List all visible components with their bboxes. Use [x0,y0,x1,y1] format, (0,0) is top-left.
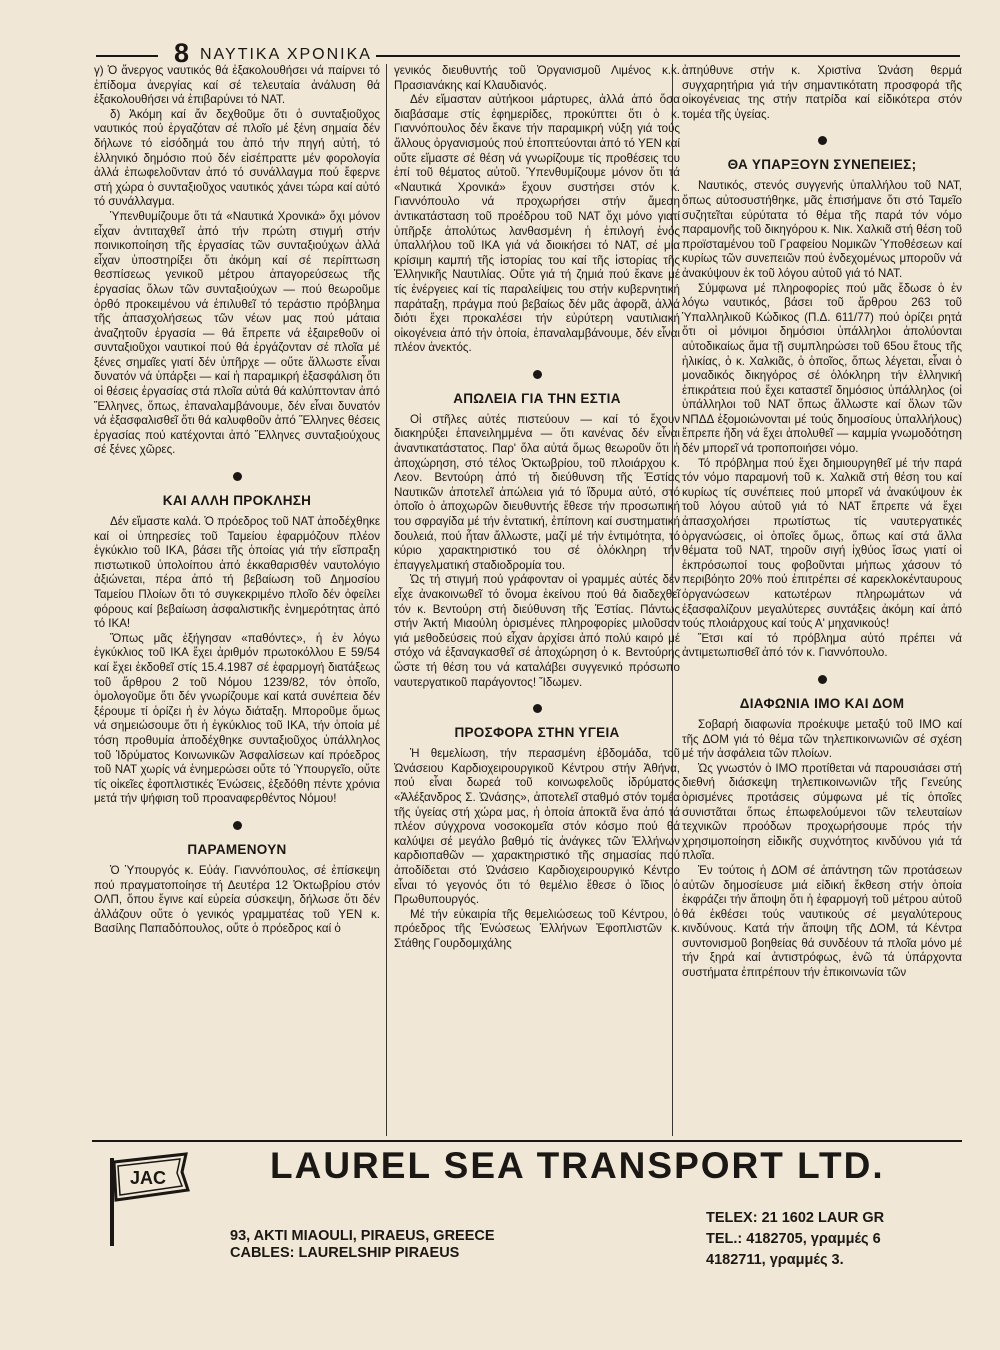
advert-contact-block [706,1208,884,1271]
section-heading: ΔΙΑΦΩΝΙΑ ΙΜΟ ΚΑΙ ΔΟΜ [739,695,905,711]
company-address: 93, AKTI MIAOULI, PIRAEUS, GREECE [230,1228,495,1244]
paragraph: Μέ τήν εὐκαιρία τῆς θεμελιώσεως τοῦ Κέντρου, ὁ πρόεδρος τῆς Ἑνώσεως Ἑλλήνων Ἐφοπλιστῶν κ. Στάθης Γουρδομιχάλης [394,907,680,950]
section-bullet [233,472,242,481]
section-bullet [533,370,542,379]
section-heading: ΠΡΟΣΦΟΡΑ ΣΤΗΝ ΥΓΕΙΑ [454,725,620,741]
paragraph: Ὑπενθυμίζουμε ὅτι τά «Ναυτικά Χρονικά» ὅχι μόνον εἶχαν ἀντιταχθεῖ ἀπό τήν πρώτη στιγμή στήν ποινικοποίηση τῆς ἐργασίας τῶν συνταξιούχων ἀλλά εἶχαν ὑποστηρίξει ὅτι ἀκόμη καί σέ περίπτωση θεσπίσεως γενικοῦ μέτρου ἀπαγορεύσεως τῆς ἐργασίας ὅλων τῶν συνταξιούχων — πού θεωροῦμε ὀρθό προκειμένου νά ἐπιλυθεῖ τό τεράστιο πρόβλημα τῆς ἀπασχολήσεως τῶν νέων μας πού μάταια ἀναζητοῦν ἐργασία — θά ἔπρεπε νά ἐξαιρεθοῦν οἱ συνταξιοῦχοι ναυτικοί πού θά ἐργάζονταν σέ πλοῖα μέ ξένες σημαῖες γιατί δέν ὑπῆρχε — οὔτε ἄλλωστε εἶναι δυνατόν νά ὑπάρξει — καί ἡ παραμικρή ἐξασφάλιση ὅτι οἱ θέσεις ἐργασίας στά πλοῖα αὐτά θά καλύπτονταν ἀπό Ἕλληνες, ὅπως, ἐπαναλαμβάνουμε, δέν εἶναι δυνατόν νά ἐξασφαλισθεῖ ὅτι θά καλυφθοῦν ἀπό Ἕλληνες θέσεις ἐργασίας πού κατέχονται ἀπό Ἕλληνες συνταξιούχους σέ ξένες χῶρες. [94,209,380,457]
flag-text: JAC [129,1168,167,1188]
company-cables: CABLES: LAURELSHIP PIRAEUS [230,1245,460,1261]
paragraph: Ἐν τούτοις ἡ ΔΟΜ σέ ἀπάντηση τῶν προτάσεων αὐτῶν δημοσίευσε μιά εἰδική ἔκθεση στήν ὁποία ἐκφράζει τήν ἄποψη ὅτι ἡ ἐφαρμογή τοῦ μέτρου αὐτοῦ θά ἐκθέσει τούς ναυτικούς σέ μεγαλύτερους κινδύνους. Κατά τήν ἄποψη τῆς ΔΟΜ, τά Κέντρα συντονισμοῦ βοηθείας θά συνδέουν τά πλοῖα μόνο μέ τήν ξηρά καί ἀντιστρόφως, ἐνῶ τά ὑπάρχοντα συστήματα ἐπιτρέπουν τήν ἐπικοινωνία τῶν [682,863,962,980]
paragraph: Ὅπως μᾶς ἐξήγησαν «παθόντες», ἡ ἐν λόγω ἐγκύκλιος τοῦ ΙΚΑ ἔχει ἀριθμόν πρωτοκόλλου Ε 59/54 καί ἔχει ἐκδοθεῖ στίς 15.4.1987 σέ ἐφαρμογή διατάξεως τοῦ ἄρθρου 2 τοῦ Νόμου 1239/82, τόν ὁποῖο, ὁμολογοῦμε ὅτι δέν γνωρίζουμε καί κατά συνέπεια δέν ξέρουμε τί ὁρίζει ἡ ἐν λόγω διάταξη. Μποροῦμε ὅμως νά σημειώσουμε ὅτι ἡ ἐγκύκλιος τοῦ ΙΚΑ, τήν ὁποία μέ τόση προθυμία ἀποδέχθηκε συνταξιοῦχος ὑπάλληλος τοῦ Ἱδρύματος Κοινωνικῶν Ἀσφαλίσεων καί πρόεδρος τοῦ ΝΑΤ χωρίς νά ἐνημερώσει οὔτε τό Ὑπουργεῖο, οὔτε τίς οἰκεῖες ἐφοπλιστικές Ἑνώσεις, ἐξεδόθη πέντε χρόνια μετά τήν ψήφιση τοῦ προαναφερθέντος Νόμου! [94,631,380,806]
paragraph: Σοβαρή διαφωνία προέκυψε μεταξύ τοῦ ΙΜΟ καί τῆς ΔΟΜ γιά τό θέμα τῶν τηλεπικοινωνιῶν σέ σχέση μέ τήν ἀσφάλεια τῶν πλοίων. [682,717,962,761]
paragraph: Σύμφωνα μέ πληροφορίες πού μᾶς ἔδωσε ὁ ἐν λόγω ναυτικός, βάσει τοῦ ἄρθρου 263 τοῦ Ὑπαλληλικοῦ Κώδικος (Π.Δ. 611/77) πού ὁρίζει ρητά ὅτι οἱ μόνιμοι δημόσιοι ὑπάλληλοι ἀπολύονται αὐτοδικαίως ἅμα τῇ συμπληρώσει τοῦ 65ου ἔτους τῆς ἡλικίας, ὁ κ. Χαλκιᾶς, ὁ ὁποῖος, ὅπως λέγεται, εἶναι ὁ μοναδικός δικηγόρος σέ ὁλόκληρη τήν ἑλληνική ἐπικράτεια πού ἔχει καταστεῖ δημόσιος ὑπάλληλος (οἱ ὑπάλληλοι τοῦ ΝΑΤ ὅπως ἄλλωστε καί ὅλων τῶν ΝΠΔΔ ἐξομοιώνονται μέ τούς δημοσίους ὑπαλλήλους) ἔπρεπε ἤδη νά ἔχει ἀπολυθεῖ — καμμία γνωμοδότηση δέν μπορεῖ νά τροποποιήσει νόμο. [682,281,962,456]
company-tel-1: TEL.: 4182705, γραμμές 6 [706,1231,881,1247]
section-heading: ΑΠΩΛΕΙΑ ΓΙΑ ΤΗΝ ΕΣΤΙΑ [453,390,621,406]
paragraph: ἀπηύθυνε στήν κ. Χριστίνα Ὠνάση θερμά συγχαρητήρια γιά τήν σημαντικότατη προσφορά τῆς οἰκογένειας της στήν πατρίδα καί εἰδικότερα στόν τομέα τῆς ὑγείας. [682,64,962,121]
advert-rule [92,1140,962,1142]
section-heading: ΠΑΡΑΜΕΝΟΥΝ [187,841,287,857]
header-rule-left [96,55,158,57]
paragraph: Οἱ στῆλες αὐτές πιστεύουν — καί τό ἔχουν διακηρύξει ἐπανειλημμένα — ὅτι κανένας δέν εἶναι ἀναντικατάστατος. Παρ' ὅλα αὐτά ὅμως θεωροῦν ὅτι ἡ ἀποχώρηση, στό τέλος Ὀκτωβρίου, τοῦ πλοιάρχου κ. Λεον. Βεντούρη ἀπό τή διεύθυνση τῆς Ἑστίας Ναυτικῶν ἀποτελεῖ ἀπώλεια γιά τό ἵδρυμα αὐτό, στό ὁποῖο ὁ ἀποχωρῶν διευθυντής ἔθεσε τήν προσωπική του σφραγίδα μέ τήν ἐντατική, ἐπίπονη καί συστηματική δουλειά, πού ἦταν ἄλλωστε, μαζί μέ τήν ἐντιμότητα, τό κύριο χαρακτηριστικό του σέ ὁλόκληρη τήν ἐπαγγελματική σταδιοδρομία του. [394,412,680,572]
paragraph: Δέν εἴμασταν αὐτήκοοι μάρτυρες, ἀλλά ἀπό ὅσα διαβάσαμε στίς ἐφημερίδες, προκύπτει ὅτι ὁ κ. Γιαννόπουλος δέν ἔκανε τήν παραμικρή νύξη γιά τούς ἄλλους ὀργανισμούς πού ἐποπτεύονται ἀπό τό ΥΕΝ καί οὔτε εἴμαστε σέ θέση νά γνωρίζουμε τίς προθέσεις του ἐπί τοῦ θέματος αὐτοῦ. Ὑπενθυμίζουμε μόνον ὅτι τά «Ναυτικά Χρονικά» ἔχουν συστήσει στόν κ. Γιαννόπουλο νά προχωρήσει στήν ἄμεση ἀντικατάσταση τοῦ προέδρου τοῦ ΝΑΤ ὅχι μόνο γιατί ὑπῆρξε ἀπολύτως λανθασμένη ἡ ἐπιλογή ἑνός ὑπαλλήλου τοῦ ΙΚΑ γιά νά διοικήσει τό ΝΑΤ, σέ μία κρίσιμη καμπή τῆς ἱστορίας του καί τῆς ἱστορίας τῆς Ἑλληνικῆς Ναυτιλίας. Οὔτε γιά τή ζημιά πού ἔκανε μέ τίς ἐνέργειες καί τίς παραλείψεις του στήν κυβερνητική παράταξη, πράγμα πού βεβαίως δέν μᾶς ἀφορᾶ, ἀλλά διότι ἔχει προκαλέσει τήν εὐρύτερη ναυτιλιακή οἰκογένεια ἀπό τήν ὁποία, ἐπαναλαμβάνουμε, δέν εἶναι πλέον ἀνεκτός. [394,93,680,355]
paragraph: Ναυτικός, στενός συγγενής ὑπαλλήλου τοῦ ΝΑΤ, ὅπως αὐτοσυστήθηκε, μᾶς ἐπισήμανε ὅτι στό Ταμεῖο συζητεῖται εὐρύτατα τό θέμα τῆς παρά τόν νόμο παραμονῆς τοῦ δικηγόρου κ. Νικ. Χαλκιᾶ στή θέση τοῦ προϊσταμένου τοῦ Γραφείου Νομικῶν Ὑποθέσεων καί κυρίως τῶν συνεπειῶν πού ἐνδεχομένως μποροῦν νά ἀνακύψουν ἐκ τοῦ λόγου αὐτοῦ γιά τό ΝΑΤ. [682,179,962,280]
paragraph: Τό πρόβλημα πού ἔχει δημιουργηθεῖ μέ τήν παρά τόν νόμο παραμονή τοῦ κ. Χαλκιᾶ στή θέση του καί κυρίως τίς συνέπειες πού μπορεῖ νά ἀνακύψουν ἐκ τοῦ λόγου αὐτοῦ γιά τό ΝΑΤ ἔπρεπε νά ἔχει ἀπασχολήσει πρωτίστως τίς ναυτεργατικές ὀργανώσεις, οἱ ὁποῖες ὅμως, ὅπως καί στά ἄλλα θέματα τοῦ ΝΑΤ, τηροῦν σιγή ἰχθύος ἴσως γιατί οἱ ἐκπρόσωποί τους φοβοῦνται μήπως χάσουν τό περιβόητο 20% πού ἐπιτρέπει σέ καρεκλοκένταυρους ὀργανώσεων κατωτέρων πληρωμάτων νά ἐξασφαλίζουν μεγαλύτερες συντάξεις ἀκόμη καί ἀπό τούς πλοιάρχους καί τούς Α' μηχανικούς! [682,456,962,631]
column-divider [386,64,387,1136]
header-rule-right [376,55,960,57]
section-bullet [233,821,242,830]
advert-address-block [230,1228,495,1262]
paragraph: Ὡς τή στιγμή πού γράφονταν οἱ γραμμές αὐτές δέν εἶχε ἀνακοινωθεῖ τό ὄνομα ἐκείνου πού θά διαδεχθεῖ τόν κ. Βεντούρη στή διεύθυνση τῆς Ἑστίας. Πάντως στήν Ἀκτή Μιαούλη ὁρισμένες πληροφορίες μιλοῦσαν γιά μεθοδεύσεις πού εἶχαν ἀρχίσει ἀπό πολύ καιρό μέ στόχο νά ἐξαναγκασθεῖ σέ ἀποχώρηση ὁ κ. Βεντούρης ὥστε τή θέση του νά καταλάβει συγγενικό πρόσωπο ναυτεργατικοῦ παράγοντος! Ἴδωμεν. [394,573,680,689]
paragraph: γενικός διευθυντής τοῦ Ὀργανισμοῦ Λιμένος κ.κ. Πρασιανάκης καί Κλαυδιανός. [394,64,680,92]
section-heading: ΘΑ ΥΠΑΡΞΟΥΝ ΣΥΝΕΠΕΙΕΣ; [727,157,917,173]
section-bullet [818,675,827,684]
section-heading: ΚΑΙ ΑΛΛΗ ΠΡΟΚΛΗΣΗ [162,493,312,509]
column-1 [94,64,380,937]
column-2 [394,64,680,951]
paragraph: γ) Ὁ ἄνεργος ναυτικός θά ἐξακολουθήσει νά παίρνει τό ἐπίδομα ἀνεργίας καί σέ τελευταία ἀνάλυση θά ἐξακολουθήσει νά ἐπιβαρύνει τό ΝΑΤ. [94,64,380,107]
paragraph: δ) Ἀκόμη καί ἄν δεχθοῦμε ὅτι ὁ συνταξιοῦχος ναυτικός πού ἐργαζόταν σέ πλοῖο μέ ξένη σημαία δέν δήλωνε τό εἰσόδημά του ἀπό τήν πηγή αὐτή, τό ἑλληνικό δημόσιο πού δέν εἰσέπραττε μέν φορολογία ἀλλά ἐπωφελοῦνταν ἀπό τό συνάλλαγμα πού ἔφερνε στή χώρα ὁ συνταξιοῦχος ναυτικός χάνει τώρα καί αὐτό τό συνάλλαγμα. [94,107,380,209]
company-tel-2: 4182711, γραμμές 3. [706,1252,844,1268]
publication-title: ΝΑΥΤΙΚΑ ΧΡΟΝΙΚΑ [200,46,372,63]
paragraph: Ἔτσι καί τό πρόβλημα αὐτό πρέπει νά ἀντιμετωπισθεῖ ἀπό τόν κ. Γιαννόπουλο. [682,631,962,660]
company-telex: TELEX: 21 1602 LAUR GR [706,1210,885,1226]
company-name: LAUREL SEA TRANSPORT LTD. [270,1145,885,1186]
column-3 [682,64,962,981]
paragraph: Ὁ Ὑπουργός κ. Εὐάγ. Γιαννόπουλος, σέ ἐπίσκεψη πού πραγματοποίησε τή Δευτέρα 12 Ὀκτωβρίου στόν ΟΛΠ, ὅπου ἔγινε καί εὐρεία σύσκεψη, δήλωσε ὅτι δέν ἀλλάζουν οὔτε ὁ γενικός γραμματέας τοῦ ΥΕΝ κ. Βασίλης Παπαδόπουλος, οὔτε ὁ πρόεδρος καί ὁ [94,863,380,936]
paragraph: Ὡς γνωστόν ὁ ΙΜΟ προτίθεται νά παρουσιάσει στή διεθνή διάσκεψη τηλεπικοινωνιῶν τῆς Γενεύης ὁρισμένες προτάσεις σύμφωνα μέ τίς ὁποῖες συνιστᾶται ὅπως ἐπωφελούμενοι τῶν τελευταίων τεχνικῶν προόδων προχωρήσουμε πρός τήν χρησιμοποίηση εἰδικῆς συχνότητος κινδύνου γιά τά πλοῖα. [682,761,962,863]
section-bullet [533,704,542,713]
paragraph: Ἡ θεμελίωση, τήν περασμένη ἑβδομάδα, τοῦ Ὠνάσειου Καρδιοχειρουργικοῦ Κέντρου στήν Ἀθήνα, πού εἶναι δωρεά τοῦ κοινωφελοῦς ἱδρύματος «Ἀλέξανδρος Σ. Ὠνάσης», ἀποτελεῖ σταθμό στόν τομέα τῆς ὑγείας στή χώρα μας, ἡ ὁποία ἀποκτᾶ ἕνα ἀπό τά πλέον σύγχρονα νοσοκομεῖα στόν κόσμο πού θά καλύψει σέ μεγάλο βαθμό τίς ἀνάγκες τῶν Ἑλλήνων καρδιοπαθῶν — χαρακτηριστικό τῆς σημασίας πού ἀποδίδεται στό Ὠνάσειο Καρδιοχειρουργικό Κέντρο εἶναι τό γεγονός ὅτι τό θεμέλιο ἔθεσε ὁ ἴδιος ὁ Πρωθυπουργός. [394,747,680,907]
page-number: 8 [174,38,190,68]
section-bullet [818,136,827,145]
jac-flag-logo [98,1150,198,1250]
paragraph: Δέν εἴμαστε καλά. Ὁ πρόεδρος τοῦ ΝΑΤ ἀποδέχθηκε καί οἱ ὑπηρεσίες τοῦ Ταμείου ἐφαρμόζουν πλέον ἐγκύκλιο τοῦ ΙΚΑ, βάσει τῆς ὁποίας γιά τήν εἴσπραξη πιστωτικοῦ ὑπολοίπου ἀπό ἐκκαθαρισθέν ναυτολόγιο ἀξιώνεται, πέρα ἀπό τή βεβαίωση τοῦ Δημοσίου Ταμείου Πλοίων ὅτι τό συγκεκριμένο πλοῖο δέν ὀφείλει φόρους καί βεβαίωση ἀσφαλιστικῆς ἐνημερότητας ἀπό τό ΙΚΑ! [94,515,380,631]
